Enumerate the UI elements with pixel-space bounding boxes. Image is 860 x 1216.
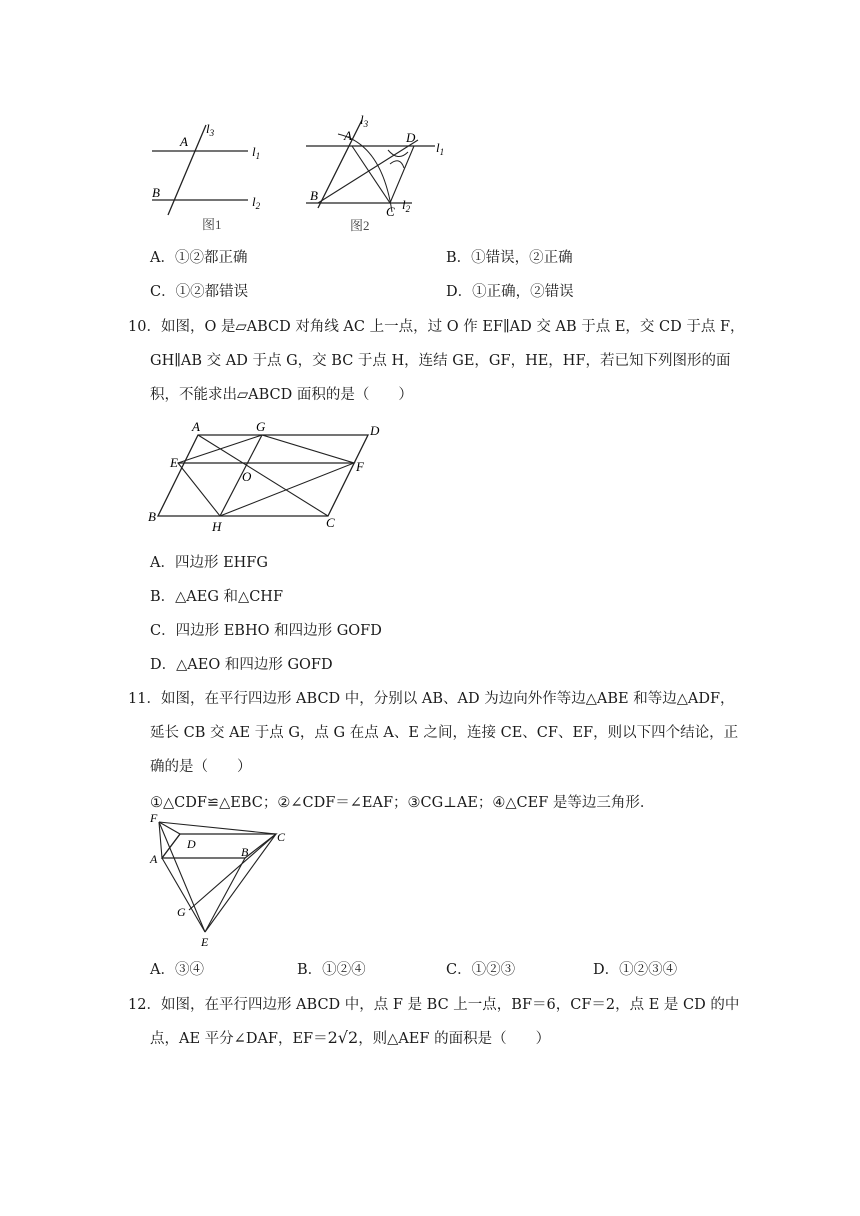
q11-label-D: D	[187, 837, 196, 851]
fig1-label-B: B	[152, 185, 160, 200]
q11-stem-line-2: 延长 CB 交 AE 于点 G，点 G 在点 A、E 之间，连接 CE、CF、EF，则以下四个结论，正	[150, 725, 739, 741]
q10-stem-line-1: 10．如图，O 是▱ABCD 对角线 AC 上一点，过 O 作 EF∥AD 交 AB 于点 E，交 CD 于点 F，	[128, 319, 745, 335]
fig1-caption: 图1	[202, 217, 222, 232]
q10-stem-line-2: GH∥AB 交 AD 于点 G，交 BC 于点 H，连结 GE，GF，HE，HF，若已知下列图形的面	[150, 353, 731, 369]
q10-option-d[interactable]: D．△AEO 和四边形 GOFD	[150, 657, 333, 673]
q11-stem-line-3: 确的是（ ）	[150, 759, 252, 775]
q11-option-c[interactable]: C．①②③	[446, 962, 516, 978]
q10-stem-line-3: 积，不能求出▱ABCD 面积的是（ ）	[150, 387, 413, 403]
q10-label-H: H	[212, 519, 222, 534]
q9-figure-1	[140, 115, 280, 235]
q9-option-c[interactable]: C．①②都错误	[150, 284, 249, 300]
fig2-label-l2: $l_2$	[402, 197, 411, 214]
q11-stem-line-1: 11．如图，在平行四边形 ABCD 中，分别以 AB、AD 为边向外作等边△ABE 和等边△ADF，	[128, 691, 735, 707]
q10-label-C: C	[326, 515, 335, 530]
fig2-label-l3: $l_3$	[360, 112, 369, 129]
q10-option-c[interactable]: C．四边形 EBHO 和四边形 GOFD	[150, 623, 382, 639]
q11-label-A: A	[150, 852, 158, 866]
q12-stem-line-2b: ，则△AEF 的面积是（ ）	[358, 1031, 551, 1047]
fig2-label-B: B	[310, 188, 318, 203]
q12-stem-line-2a: 点，AE 平分∠DAF，EF＝	[150, 1031, 328, 1047]
q12-stem-line-2	[150, 1027, 550, 1048]
fig2-label-D: D	[406, 130, 416, 145]
fig1-label-l3: $l_3$	[206, 121, 215, 138]
q10-option-b[interactable]: B．△AEG 和△CHF	[150, 589, 284, 605]
fig1-label-l2: $l_2$	[252, 194, 261, 211]
q9-figure-2	[300, 112, 460, 237]
q10-label-E: E	[170, 455, 178, 470]
q11-option-b[interactable]: B．①②④	[297, 962, 366, 978]
fig1-label-A: A	[180, 134, 188, 149]
fig2-label-l1: $l_1$	[436, 140, 445, 157]
q9-option-a[interactable]: A．①②都正确	[150, 250, 248, 266]
q11-conclusions: ①△CDF≌△EBC；②∠CDF＝∠EAF；③CG⊥AE；④△CEF 是等边三角形．	[150, 795, 655, 811]
q11-figure	[145, 810, 295, 950]
fig1-label-l1: $l_1$	[252, 144, 261, 161]
fig2-label-C: C	[386, 204, 395, 219]
fig2-caption: 图2	[350, 218, 370, 233]
q10-label-F: F	[356, 459, 364, 474]
q12-ef-value: 2√2	[327, 1028, 359, 1047]
q11-label-G: G	[177, 905, 186, 919]
q11-label-C: C	[277, 830, 286, 844]
q10-label-B: B	[148, 509, 156, 524]
fig2-label-A: A	[344, 128, 352, 143]
q10-label-G: G	[256, 419, 266, 434]
q12-stem-line-1: 12．如图，在平行四边形 ABCD 中，点 F 是 BC 上一点，BF＝6，CF＝2，点 E 是 CD 的中	[128, 997, 740, 1013]
q10-option-a[interactable]: A．四边形 EHFG	[150, 555, 268, 571]
q11-label-F: F	[150, 811, 158, 825]
q10-label-O: O	[242, 469, 252, 484]
q11-label-B: B	[241, 845, 249, 859]
q11-option-d[interactable]: D．①②③④	[593, 962, 678, 978]
q10-label-D: D	[370, 423, 380, 438]
q10-figure	[140, 415, 400, 535]
q11-option-a[interactable]: A．③④	[150, 962, 204, 978]
q11-label-E: E	[201, 935, 209, 949]
q9-option-b[interactable]: B．①错误，②正确	[446, 250, 573, 266]
q9-option-d[interactable]: D．①正确，②错误	[446, 284, 574, 300]
q10-label-A: A	[192, 419, 200, 434]
